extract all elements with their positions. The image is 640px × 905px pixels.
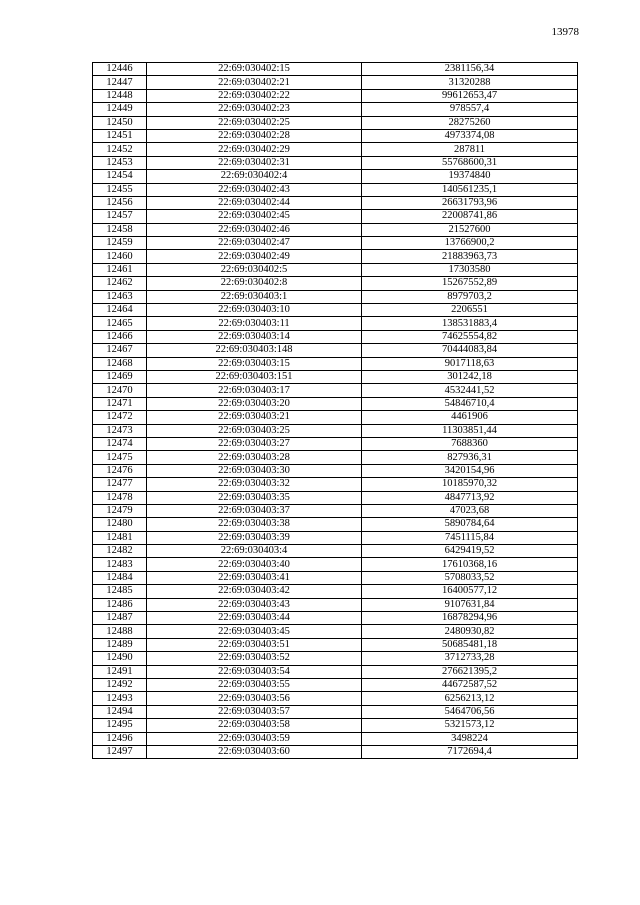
- table-row: [93, 745, 578, 758]
- cadastral-number-cell: 22:69:030403:4: [147, 545, 362, 558]
- table-row: [93, 156, 578, 169]
- cadastral-value-cell: 301242,18: [362, 370, 578, 383]
- row-number-cell: 12495: [93, 719, 147, 732]
- cadastral-value-cell: 13766900,2: [362, 237, 578, 250]
- row-number-cell: 12454: [93, 170, 147, 183]
- table-row: [93, 732, 578, 745]
- row-number-cell: 12488: [93, 625, 147, 638]
- row-number-cell: 12471: [93, 397, 147, 410]
- cadastral-value-cell: 28275260: [362, 116, 578, 129]
- table-row: [93, 397, 578, 410]
- cadastral-value-cell: 140561235,1: [362, 183, 578, 196]
- row-number-cell: 12452: [93, 143, 147, 156]
- cadastral-number-cell: 22:69:030403:51: [147, 638, 362, 651]
- table-row: [93, 638, 578, 651]
- table-row: [93, 330, 578, 343]
- cadastral-value-cell: 11303851,44: [362, 424, 578, 437]
- row-number-cell: 12450: [93, 116, 147, 129]
- cadastral-value-cell: 16878294,96: [362, 612, 578, 625]
- row-number-cell: 12460: [93, 250, 147, 263]
- cadastral-number-cell: 22:69:030403:14: [147, 330, 362, 343]
- cadastral-number-cell: 22:69:030402:44: [147, 196, 362, 209]
- cadastral-number-cell: 22:69:030403:10: [147, 304, 362, 317]
- cadastral-number-cell: 22:69:030403:17: [147, 384, 362, 397]
- cadastral-number-cell: 22:69:030402:31: [147, 156, 362, 169]
- row-number-cell: 12486: [93, 598, 147, 611]
- cadastral-number-cell: 22:69:030402:46: [147, 223, 362, 236]
- row-number-cell: 12493: [93, 692, 147, 705]
- table-row: [93, 129, 578, 142]
- cadastral-value-cell: 7451115,84: [362, 531, 578, 544]
- table-row: [93, 437, 578, 450]
- table-row: [93, 451, 578, 464]
- cadastral-value-cell: 5708033,52: [362, 571, 578, 584]
- cadastral-number-cell: 22:69:030402:23: [147, 103, 362, 116]
- cadastral-value-cell: 44672587,52: [362, 678, 578, 691]
- table-row: [93, 89, 578, 102]
- row-number-cell: 12477: [93, 478, 147, 491]
- cadastral-number-cell: 22:69:030402:22: [147, 89, 362, 102]
- table-row: [93, 116, 578, 129]
- cadastral-value-cell: 55768600,31: [362, 156, 578, 169]
- cadastral-value-cell: 978557,4: [362, 103, 578, 116]
- cadastral-number-cell: 22:69:030403:37: [147, 504, 362, 517]
- table-row: [93, 678, 578, 691]
- cadastral-value-cell: 7172694,4: [362, 745, 578, 758]
- table-row: [93, 277, 578, 290]
- row-number-cell: 12485: [93, 585, 147, 598]
- cadastral-number-cell: 22:69:030402:29: [147, 143, 362, 156]
- cadastral-number-cell: 22:69:030403:45: [147, 625, 362, 638]
- cadastral-number-cell: 22:69:030403:52: [147, 652, 362, 665]
- row-number-cell: 12490: [93, 652, 147, 665]
- row-number-cell: 12494: [93, 705, 147, 718]
- table-row: [93, 571, 578, 584]
- table-row: [93, 223, 578, 236]
- row-number-cell: 12466: [93, 330, 147, 343]
- cadastral-number-cell: 22:69:030403:21: [147, 411, 362, 424]
- row-number-cell: 12448: [93, 89, 147, 102]
- cadastral-number-cell: 22:69:030403:32: [147, 478, 362, 491]
- table-row: [93, 317, 578, 330]
- cadastral-value-cell: 6429419,52: [362, 545, 578, 558]
- cadastral-value-cell: 21527600: [362, 223, 578, 236]
- cadastral-number-cell: 22:69:030402:47: [147, 237, 362, 250]
- cadastral-number-cell: 22:69:030403:148: [147, 344, 362, 357]
- table-row: [93, 705, 578, 718]
- cadastral-number-cell: 22:69:030403:40: [147, 558, 362, 571]
- cadastral-value-cell: 47023,68: [362, 504, 578, 517]
- cadastral-value-cell: 17610368,16: [362, 558, 578, 571]
- cadastral-value-cell: 9107631,84: [362, 598, 578, 611]
- cadastral-number-cell: 22:69:030402:43: [147, 183, 362, 196]
- row-number-cell: 12481: [93, 531, 147, 544]
- row-number-cell: 12497: [93, 745, 147, 758]
- row-number-cell: 12446: [93, 63, 147, 76]
- cadastral-number-cell: 22:69:030402:4: [147, 170, 362, 183]
- table-row: [93, 237, 578, 250]
- cadastral-number-cell: 22:69:030403:54: [147, 665, 362, 678]
- cadastral-number-cell: 22:69:030402:28: [147, 129, 362, 142]
- row-number-cell: 12491: [93, 665, 147, 678]
- table-row: [93, 344, 578, 357]
- row-number-cell: 12459: [93, 237, 147, 250]
- cadastral-value-cell: 276621395,2: [362, 665, 578, 678]
- table-row: [93, 558, 578, 571]
- table-row: [93, 304, 578, 317]
- cadastral-number-cell: 22:69:030403:25: [147, 424, 362, 437]
- cadastral-value-cell: 2381156,34: [362, 63, 578, 76]
- cadastral-value-cell: 17303580: [362, 263, 578, 276]
- cadastral-number-cell: 22:69:030402:8: [147, 277, 362, 290]
- row-number-cell: 12479: [93, 504, 147, 517]
- table-row: [93, 170, 578, 183]
- table-row: [93, 545, 578, 558]
- table-row: [93, 464, 578, 477]
- cadastral-value-cell: 287811: [362, 143, 578, 156]
- cadastral-number-cell: 22:69:030403:60: [147, 745, 362, 758]
- table-row: [93, 478, 578, 491]
- table-row: [93, 143, 578, 156]
- table-row: [93, 103, 578, 116]
- cadastral-number-cell: 22:69:030403:28: [147, 451, 362, 464]
- row-number-cell: 12461: [93, 263, 147, 276]
- table-row: [93, 665, 578, 678]
- cadastral-number-cell: 22:69:030403:151: [147, 370, 362, 383]
- row-number-cell: 12456: [93, 196, 147, 209]
- cadastral-number-cell: 22:69:030403:20: [147, 397, 362, 410]
- row-number-cell: 12496: [93, 732, 147, 745]
- cadastral-number-cell: 22:69:030403:42: [147, 585, 362, 598]
- cadastral-value-cell: 5464706,56: [362, 705, 578, 718]
- row-number-cell: 12458: [93, 223, 147, 236]
- cadastral-value-cell: 6256213,12: [362, 692, 578, 705]
- cadastral-value-cell: 827936,31: [362, 451, 578, 464]
- table-row: [93, 424, 578, 437]
- row-number-cell: 12475: [93, 451, 147, 464]
- row-number-cell: 12472: [93, 411, 147, 424]
- cadastral-value-cell: 138531883,4: [362, 317, 578, 330]
- cadastral-value-cell: 15267552,89: [362, 277, 578, 290]
- row-number-cell: 12489: [93, 638, 147, 651]
- table-row: [93, 531, 578, 544]
- table-row: [93, 598, 578, 611]
- table-row: [93, 504, 578, 517]
- row-number-cell: 12462: [93, 277, 147, 290]
- cadastral-value-cell: 21883963,73: [362, 250, 578, 263]
- cadastral-value-cell: 54846710,4: [362, 397, 578, 410]
- table-row: [93, 518, 578, 531]
- table-row: [93, 585, 578, 598]
- cadastral-value-cell: 50685481,18: [362, 638, 578, 651]
- row-number-cell: 12480: [93, 518, 147, 531]
- table-row: [93, 384, 578, 397]
- row-number-cell: 12447: [93, 76, 147, 89]
- table-row: [93, 76, 578, 89]
- cadastral-number-cell: 22:69:030403:41: [147, 571, 362, 584]
- cadastral-number-cell: 22:69:030403:38: [147, 518, 362, 531]
- cadastral-value-cell: 2480930,82: [362, 625, 578, 638]
- cadastral-number-cell: 22:69:030403:1: [147, 290, 362, 303]
- table-row: [93, 183, 578, 196]
- table-row: [93, 196, 578, 209]
- cadastral-number-cell: 22:69:030402:45: [147, 210, 362, 223]
- cadastral-value-cell: 8979703,2: [362, 290, 578, 303]
- cadastral-number-cell: 22:69:030402:5: [147, 263, 362, 276]
- cadastral-number-cell: 22:69:030403:58: [147, 719, 362, 732]
- cadastral-number-cell: 22:69:030403:27: [147, 437, 362, 450]
- row-number-cell: 12484: [93, 571, 147, 584]
- cadastral-value-cell: 9017118,63: [362, 357, 578, 370]
- cadastral-value-cell: 31320288: [362, 76, 578, 89]
- row-number-cell: 12455: [93, 183, 147, 196]
- page-number: 13978: [551, 26, 579, 38]
- row-number-cell: 12478: [93, 491, 147, 504]
- table-row: [93, 210, 578, 223]
- cadastral-number-cell: 22:69:030403:55: [147, 678, 362, 691]
- cadastral-number-cell: 22:69:030403:57: [147, 705, 362, 718]
- cadastral-number-cell: 22:69:030403:39: [147, 531, 362, 544]
- cadastral-number-cell: 22:69:030402:25: [147, 116, 362, 129]
- row-number-cell: 12468: [93, 357, 147, 370]
- row-number-cell: 12465: [93, 317, 147, 330]
- table-row: [93, 625, 578, 638]
- cadastral-number-cell: 22:69:030403:15: [147, 357, 362, 370]
- cadastral-value-cell: 3712733,28: [362, 652, 578, 665]
- cadastral-value-cell: 4973374,08: [362, 129, 578, 142]
- cadastral-value-cell: 3498224: [362, 732, 578, 745]
- row-number-cell: 12464: [93, 304, 147, 317]
- table-row: [93, 357, 578, 370]
- row-number-cell: 12457: [93, 210, 147, 223]
- cadastral-number-cell: 22:69:030403:35: [147, 491, 362, 504]
- cadastral-number-cell: 22:69:030402:49: [147, 250, 362, 263]
- table-row: [93, 411, 578, 424]
- row-number-cell: 12451: [93, 129, 147, 142]
- cadastral-value-cell: 74625554,82: [362, 330, 578, 343]
- cadastral-value-cell: 10185970,32: [362, 478, 578, 491]
- row-number-cell: 12463: [93, 290, 147, 303]
- cadastral-value-cell: 5321573,12: [362, 719, 578, 732]
- row-number-cell: 12487: [93, 612, 147, 625]
- cadastral-value-cell: 5890784,64: [362, 518, 578, 531]
- table-row: [93, 63, 578, 76]
- cadastral-value-cell: 16400577,12: [362, 585, 578, 598]
- row-number-cell: 12469: [93, 370, 147, 383]
- row-number-cell: 12467: [93, 344, 147, 357]
- row-number-cell: 12453: [93, 156, 147, 169]
- cadastral-value-cell: 7688360: [362, 437, 578, 450]
- cadastral-value-cell: 22008741,86: [362, 210, 578, 223]
- table-row: [93, 491, 578, 504]
- cadastral-number-cell: 22:69:030403:43: [147, 598, 362, 611]
- cadastral-number-cell: 22:69:030402:21: [147, 76, 362, 89]
- table-row: [93, 263, 578, 276]
- table-row: [93, 370, 578, 383]
- row-number-cell: 12492: [93, 678, 147, 691]
- cadastral-value-cell: 3420154,96: [362, 464, 578, 477]
- cadastral-value-cell: 26631793,96: [362, 196, 578, 209]
- row-number-cell: 12476: [93, 464, 147, 477]
- row-number-cell: 12482: [93, 545, 147, 558]
- row-number-cell: 12474: [93, 437, 147, 450]
- cadastral-value-cell: 2206551: [362, 304, 578, 317]
- table-row: [93, 692, 578, 705]
- row-number-cell: 12483: [93, 558, 147, 571]
- cadastral-number-cell: 22:69:030403:56: [147, 692, 362, 705]
- table-row: [93, 612, 578, 625]
- cadastral-number-cell: 22:69:030403:30: [147, 464, 362, 477]
- cadastral-value-table: [92, 62, 578, 759]
- cadastral-value-cell: 4847713,92: [362, 491, 578, 504]
- cadastral-number-cell: 22:69:030403:44: [147, 612, 362, 625]
- cadastral-number-cell: 22:69:030403:59: [147, 732, 362, 745]
- table-body: [93, 63, 578, 759]
- cadastral-value-cell: 70444083,84: [362, 344, 578, 357]
- row-number-cell: 12473: [93, 424, 147, 437]
- cadastral-number-cell: 22:69:030403:11: [147, 317, 362, 330]
- cadastral-value-cell: 4532441,52: [362, 384, 578, 397]
- table-row: [93, 290, 578, 303]
- row-number-cell: 12449: [93, 103, 147, 116]
- cadastral-value-cell: 99612653,47: [362, 89, 578, 102]
- cadastral-value-cell: 19374840: [362, 170, 578, 183]
- table-row: [93, 719, 578, 732]
- table-row: [93, 652, 578, 665]
- cadastral-value-cell: 4461906: [362, 411, 578, 424]
- cadastral-number-cell: 22:69:030402:15: [147, 63, 362, 76]
- row-number-cell: 12470: [93, 384, 147, 397]
- table-row: [93, 250, 578, 263]
